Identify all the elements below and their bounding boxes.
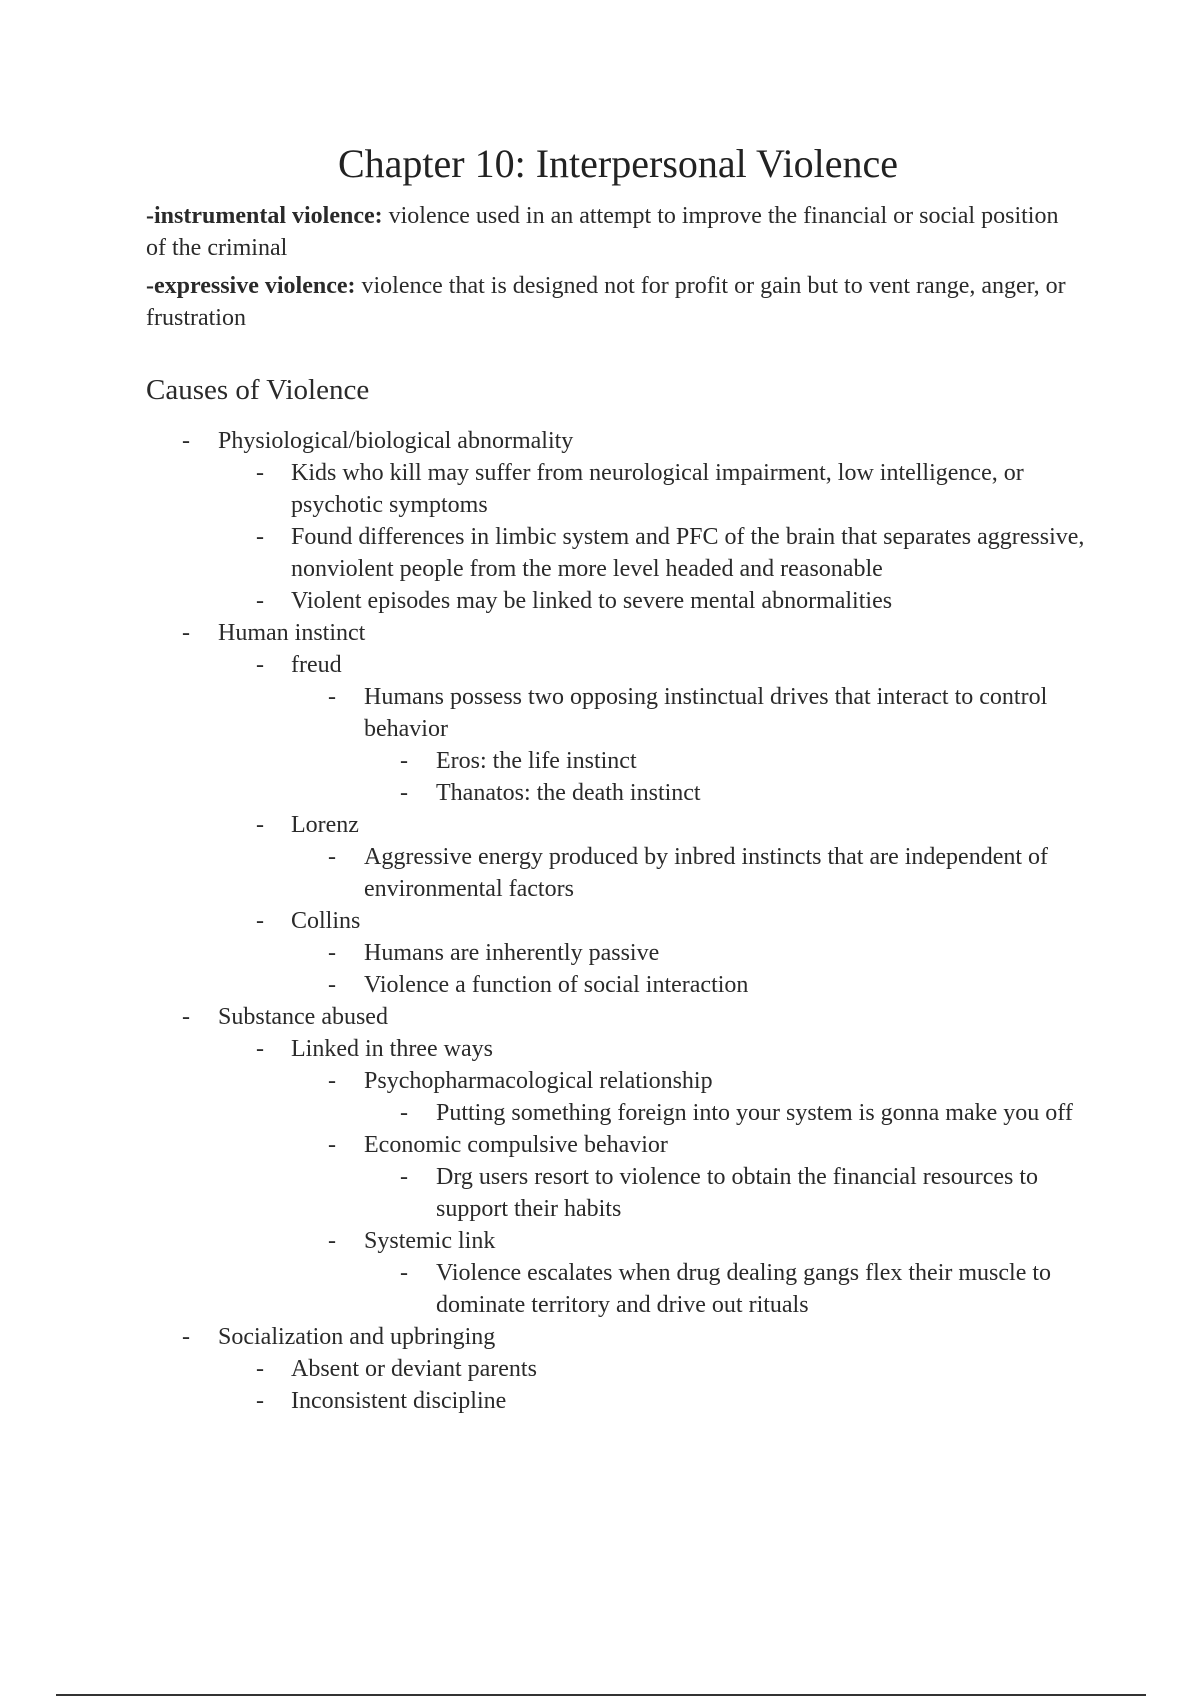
outline-item [0,617,1200,649]
outline-item [0,585,1200,617]
outline-item-text: Collins [291,908,361,934]
definition-term: -expressive violence: [146,273,356,299]
outline-item-text: Physiological/biological abnormality [218,428,574,454]
section-heading: Causes of Violence [146,374,370,406]
definition-term: -instrumental violence: [146,203,383,229]
bullet-dash: - [328,1068,336,1094]
outline-item [0,1097,1200,1129]
bullet-dash: - [182,620,190,646]
outline-list [0,425,1200,1417]
outline-item-text: Inconsistent discipline [291,1388,507,1414]
bullet-dash: - [400,780,408,806]
outline-item-text: Systemic link [364,1228,496,1254]
bullet-dash: - [328,1132,336,1158]
outline-item-text: Violent episodes may be linked to severe mental abnormalities [291,588,893,614]
outline-item-text: Violence a function of social interaction [364,972,749,998]
outline-item [0,457,1200,521]
outline-item [0,905,1200,937]
outline-item-text: Humans are inherently passive [364,940,660,966]
outline-item-text: freud [291,652,342,678]
outline-item [0,1385,1200,1417]
outline-item-text: Drg users resort to violence to obtain the financial resources to support their habits [436,1164,1039,1222]
outline-item [0,969,1200,1001]
bullet-dash: - [256,1388,264,1414]
outline-item [0,777,1200,809]
outline-item [0,1001,1200,1033]
outline-item [0,1065,1200,1097]
page-title: Chapter 10: Interpersonal Violence [338,141,898,186]
bullet-dash: - [400,1164,408,1190]
bullet-dash: - [182,1004,190,1030]
definition-expressive-violence [146,270,1066,334]
outline-item [0,1033,1200,1065]
bullet-dash: - [256,460,264,486]
definitions [146,200,1066,340]
outline-item [0,809,1200,841]
outline-item-text: Aggressive energy produced by inbred instincts that are independent of environmental factors [364,844,1049,902]
outline-item-text: Thanatos: the death instinct [436,780,701,806]
bullet-dash: - [400,748,408,774]
bullet-dash: - [256,812,264,838]
outline-item-text: Kids who kill may suffer from neurological impairment, low intelligence, or psychotic symptoms [291,460,1024,518]
outline-item [0,1161,1200,1225]
bullet-dash: - [256,1036,264,1062]
outline-item [0,1321,1200,1353]
bullet-dash: - [328,972,336,998]
outline-item-text: Humans possess two opposing instinctual drives that interact to control behavior [364,684,1048,742]
footer-divider [56,1694,1146,1696]
outline-item-text: Putting something foreign into your system is gonna make you off [436,1100,1073,1126]
bullet-dash: - [256,652,264,678]
outline-item [0,649,1200,681]
bullet-dash: - [182,428,190,454]
outline-item [0,521,1200,585]
outline-item-text: Linked in three ways [291,1036,493,1062]
definition-instrumental-violence [146,200,1066,264]
outline-item-text: Absent or deviant parents [291,1356,537,1382]
bullet-dash: - [256,588,264,614]
outline-item [0,1225,1200,1257]
outline-item-text: Socialization and upbringing [218,1324,496,1350]
definition-text: violence used in an attempt to improve the financial or social position of the criminal [146,203,1059,261]
bullet-dash: - [328,1228,336,1254]
outline-item-text: Economic compulsive behavior [364,1132,668,1158]
bullet-dash: - [328,684,336,710]
bullet-dash: - [400,1260,408,1286]
outline-item-text: Substance abused [218,1004,388,1030]
outline-item [0,1129,1200,1161]
outline-item-text: Eros: the life instinct [436,748,637,774]
outline-item [0,681,1200,745]
bullet-dash: - [400,1100,408,1126]
bullet-dash: - [256,1356,264,1382]
outline-item [0,937,1200,969]
outline-item [0,1257,1200,1321]
outline-item-text: Violence escalates when drug dealing gangs flex their muscle to dominate territory and drive out rituals [436,1260,1052,1318]
outline-item [0,1353,1200,1385]
bullet-dash: - [256,908,264,934]
outline-item [0,745,1200,777]
bullet-dash: - [256,524,264,550]
outline-item [0,841,1200,905]
outline-item-text: Psychopharmacological relationship [364,1068,713,1094]
outline-item-text: Human instinct [218,620,366,646]
outline-item-text: Found differences in limbic system and PFC of the brain that separates aggressive, nonviolent people from the more level headed and reasonable [291,524,1085,582]
bullet-dash: - [328,940,336,966]
definition-text: violence that is designed not for profit or gain but to vent range, anger, or frustration [146,273,1066,331]
outline-item [0,425,1200,457]
bullet-dash: - [182,1324,190,1350]
outline-item-text: Lorenz [291,812,359,838]
bullet-dash: - [328,844,336,870]
